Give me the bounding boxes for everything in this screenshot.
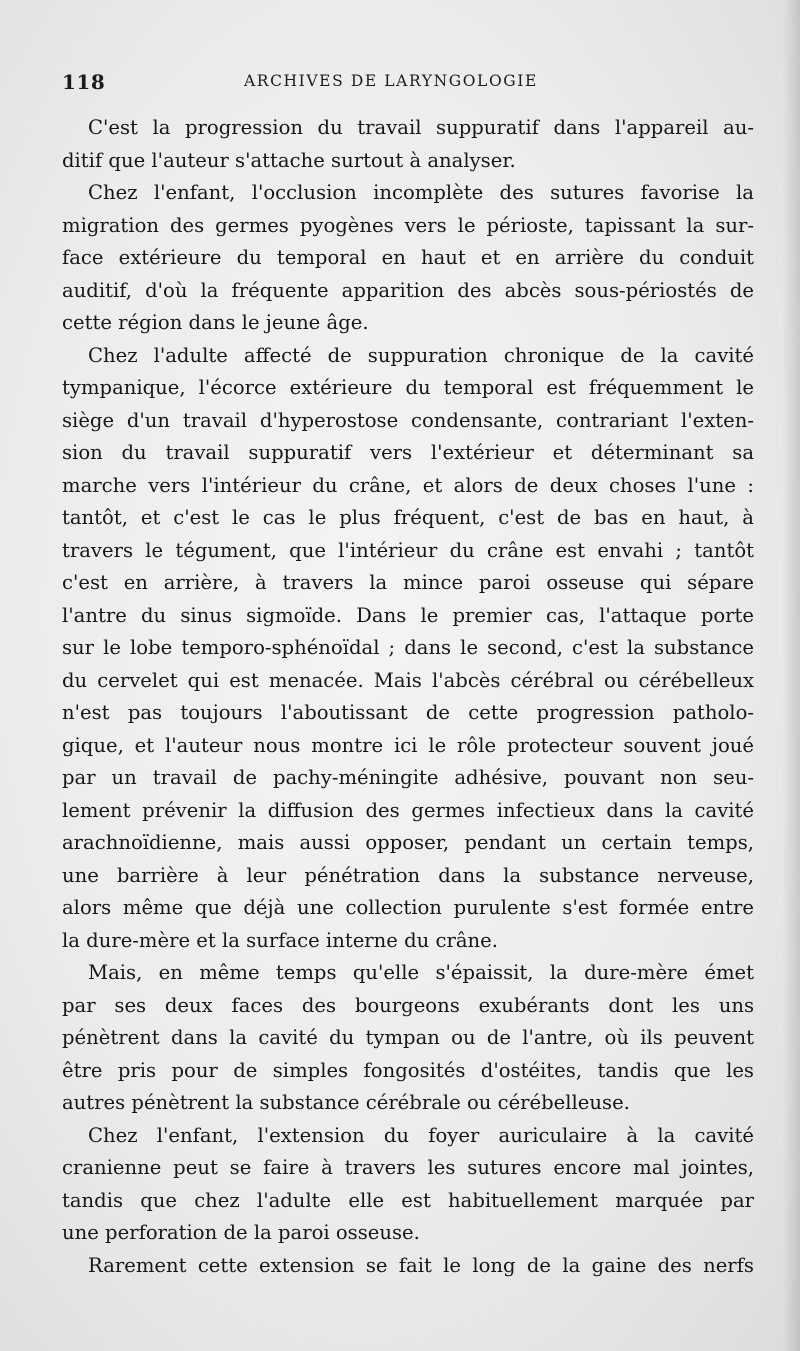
text-line: par ses deux faces des bourgeons exubérants dont les uns (62, 993, 754, 1017)
text-line: siège d'un travail d'hyperostose condensante, contrariant l'exten- (62, 408, 754, 432)
text-line: ditif que l'auteur s'attache surtout à analyser. (62, 148, 516, 172)
text-line: tympanique, l'écorce extérieure du temporal est fréquemment le (62, 376, 754, 399)
text-line: travers le tégument, que l'intérieur du crâne est envahi ; tantôt (62, 538, 754, 562)
text-line: Mais, en même temps qu'elle s'épaissit, la dure-mère émet (88, 961, 754, 984)
text-line: une perforation de la paroi osseuse. (62, 1221, 420, 1244)
text-line: Chez l'adulte affecté de suppuration chronique de la cavité (88, 343, 754, 367)
text-line: Chez l'enfant, l'occlusion incomplète des sutures favorise la (88, 181, 754, 204)
running-title: ARCHIVES DE LARYNGOLOGIE (244, 72, 538, 90)
text-line: auditif, d'où la fréquente apparition des abcès sous-périostés de (62, 278, 754, 302)
text-line: arachnoïdienne, mais aussi opposer, pendant un certain temps, (62, 831, 754, 854)
text-line: n'est pas toujours l'aboutissant de cette progression patholo- (62, 701, 754, 724)
text-line: C'est la progression du travail suppuratif dans l'appareil au- (88, 116, 754, 139)
text-line: cranienne peut se faire à travers les sutures encore mal jointes, (62, 1156, 754, 1179)
text-line: du cervelet qui est menacée. Mais l'abcès cérébral ou cérébelleux (62, 668, 754, 692)
text-line: une barrière à leur pénétration dans la substance nerveuse, (62, 863, 754, 887)
page-header (62, 70, 752, 98)
text-line: Rarement cette extension se fait le long de la gaine des nerfs (88, 1253, 754, 1277)
text-line: l'antre du sinus sigmoïde. Dans le premier cas, l'attaque porte (62, 603, 754, 627)
text-line: gique, et l'auteur nous montre ici le rôle protecteur souvent joué (62, 733, 754, 757)
text-line: cette région dans le jeune âge. (62, 311, 369, 334)
body-text (62, 112, 754, 1282)
page-number: 118 (62, 70, 106, 94)
text-line: la dure-mère et la surface interne du crâne. (62, 928, 498, 952)
text-line: alors même que déjà une collection purulente s'est formée entre (62, 896, 754, 919)
text-line: tantôt, et c'est le cas le plus fréquent, c'est de bas en haut, à (62, 506, 754, 529)
text-line: migration des germes pyogènes vers le périoste, tapissant la sur- (62, 213, 754, 237)
text-line: face extérieure du temporal en haut et en arrière du conduit (62, 246, 754, 269)
text-line: sur le lobe temporo-sphénoïdal ; dans le second, c'est la substance (62, 636, 754, 659)
text-line: marche vers l'intérieur du crâne, et alors de deux choses l'une : (62, 473, 754, 497)
text-line: sion du travail suppuratif vers l'extérieur et déterminant sa (62, 441, 754, 464)
text-line: par un travail de pachy-méningite adhésive, pouvant non seu- (62, 766, 754, 789)
text-line: autres pénètrent la substance cérébrale ou cérébelleuse. (62, 1091, 630, 1114)
text-line: Chez l'enfant, l'extension du foyer auriculaire à la cavité (88, 1123, 754, 1147)
text-line: tandis que chez l'adulte elle est habituellement marquée par (62, 1188, 754, 1212)
text-line: lement prévenir la diffusion des germes infectieux dans la cavité (62, 798, 754, 822)
text-line: être pris pour de simples fongosités d'ostéites, tandis que les (62, 1058, 754, 1082)
text-line: pénètrent dans la cavité du tympan ou de l'antre, où ils peuvent (62, 1026, 754, 1049)
text-line: c'est en arrière, à travers la mince paroi osseuse qui sépare (62, 571, 754, 594)
